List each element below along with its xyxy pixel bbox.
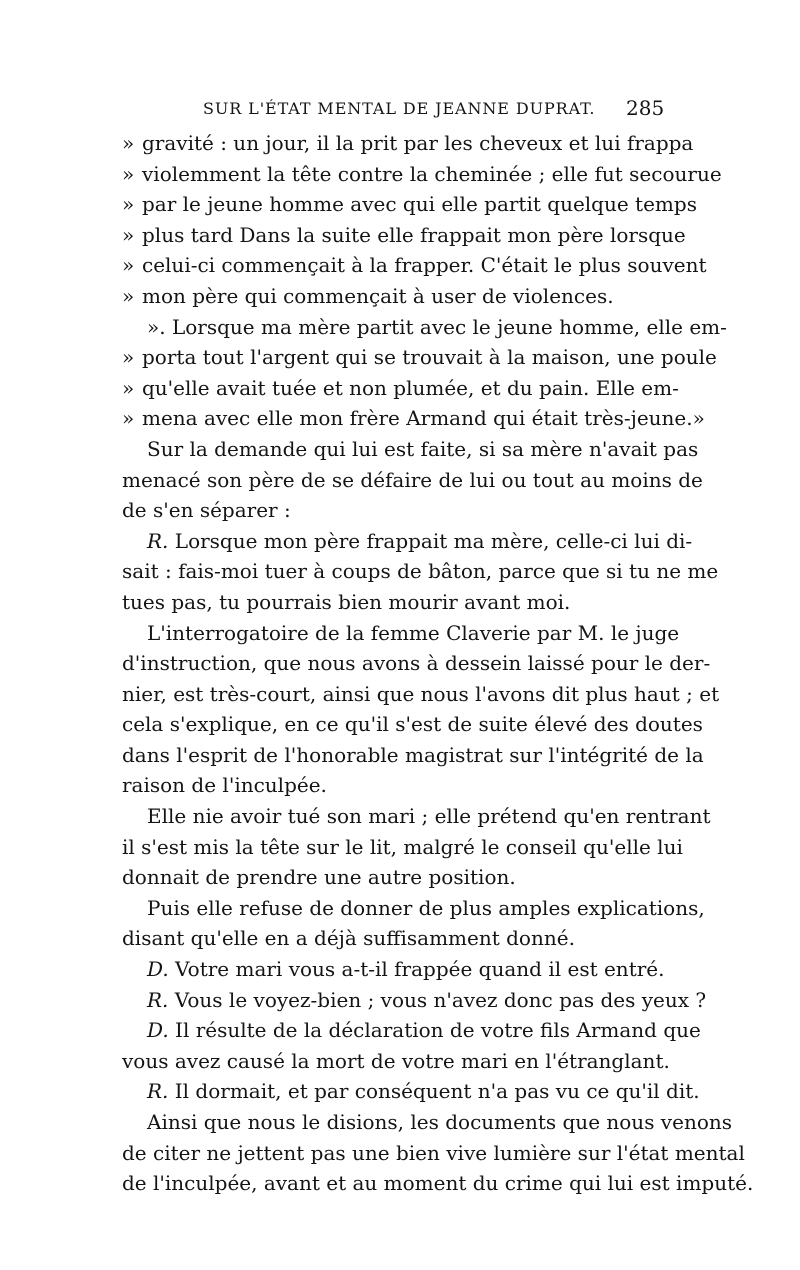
- text-line: sait : fais-moi tuer à coups de bâton, parce que si tu ne me: [122, 559, 719, 584]
- quote-mark: »: [122, 345, 135, 370]
- text-line: tues pas, tu pourrais bien mourir avant moi.: [122, 589, 571, 614]
- speaker-label: R.: [147, 987, 169, 1012]
- text-line: » plus tard Dans la suite elle frappait mon père lorsque: [122, 220, 668, 251]
- page-number: 285: [626, 96, 665, 120]
- text-line: R. Vous le voyez-bien ; vous n'avez donc pas des yeux ?: [147, 987, 707, 1012]
- quote-mark: »: [122, 192, 135, 217]
- text-line: Sur la demande qui lui est faite, si sa mère n'avait pas: [147, 436, 699, 461]
- text-line: raison de l'inculpée.: [122, 773, 327, 798]
- text-line: donnait de prendre une autre position.: [122, 865, 516, 890]
- quote-mark: »: [122, 131, 135, 155]
- text-line: » celui-ci commençait à la frapper. C'était le plus souvent: [122, 250, 668, 281]
- text-line: R. Lorsque mon père frappait ma mère, celle-ci lui di-: [147, 528, 693, 553]
- text-line: » porta tout l'argent qui se trouvait à la maison, une poule: [122, 342, 668, 373]
- text-line: Ainsi que nous le disions, les documents que nous venons: [147, 1110, 733, 1134]
- text-line: D. Votre mari vous a-t-il frappée quand il est entré.: [147, 957, 665, 982]
- text-line: nier, est très-court, ainsi que nous l'avons dit plus haut ; et: [122, 681, 720, 706]
- text-line: » mon père qui commençait à user de violences.: [122, 281, 668, 312]
- text-line: » par le jeune homme avec qui elle partit quelque temps: [122, 189, 668, 220]
- text-line: » gravité : un jour, il la prit par les cheveux et lui frappa: [122, 128, 668, 159]
- text-line: de l'inculpée, avant et au moment du crime qui lui est imputé.: [122, 1171, 754, 1196]
- text-line: d'instruction, que nous avons à dessein laissé pour le der-: [122, 651, 711, 676]
- speaker-label: D.: [147, 1018, 169, 1043]
- running-head: SUR L'ÉTAT MENTAL DE JEANNE DUPRAT.: [203, 99, 596, 118]
- text-line: » qu'elle avait tuée et non plumée, et du pain. Elle em-: [122, 373, 668, 404]
- quote-mark: »: [122, 283, 135, 308]
- speaker-label: R.: [147, 528, 169, 553]
- text-line: L'interrogatoire de la femme Claverie par M. le juge: [147, 620, 680, 645]
- text-line: de s'en séparer :: [122, 498, 291, 523]
- body-text: [122, 128, 754, 1199]
- quote-mark: ».: [147, 314, 166, 339]
- text-line: ». Lorsque ma mère partit avec le jeune homme, elle em-: [147, 314, 727, 339]
- text-line: » violemment la tête contre la cheminée ; elle fut secourue: [122, 159, 668, 190]
- text-line: il s'est mis la tête sur le lit, malgré le conseil qu'elle lui: [122, 834, 683, 859]
- text-line: Elle nie avoir tué son mari ; elle prétend qu'en rentrant: [147, 804, 711, 829]
- quote-mark: »: [122, 253, 135, 278]
- text-line: R. Il dormait, et par conséquent n'a pas vu ce qu'il dit.: [147, 1079, 700, 1104]
- text-line: » mena avec elle mon frère Armand qui était très-jeune.»: [122, 403, 668, 434]
- speaker-label: D.: [147, 957, 169, 982]
- quote-mark: »: [122, 161, 135, 186]
- text-line: Puis elle refuse de donner de plus amples explications,: [147, 895, 705, 920]
- text-line: cela s'explique, en ce qu'il s'est de suite élevé des doutes: [122, 712, 703, 737]
- quote-mark: »: [122, 222, 135, 247]
- text-line: vous avez causé la mort de votre mari en l'étranglant.: [122, 1048, 670, 1073]
- text-line: disant qu'elle en a déjà suffisamment donné.: [122, 926, 575, 951]
- quote-mark: »: [122, 406, 135, 431]
- quote-mark: »: [122, 375, 135, 400]
- text-line: dans l'esprit de l'honorable magistrat sur l'intégrité de la: [122, 742, 704, 767]
- text-line: de citer ne jettent pas une bien vive lumière sur l'état mental: [122, 1140, 745, 1165]
- speaker-label: R.: [147, 1079, 169, 1104]
- text-line: D. Il résulte de la déclaration de votre fils Armand que: [147, 1018, 701, 1043]
- text-line: menacé son père de se défaire de lui ou tout au moins de: [122, 467, 703, 492]
